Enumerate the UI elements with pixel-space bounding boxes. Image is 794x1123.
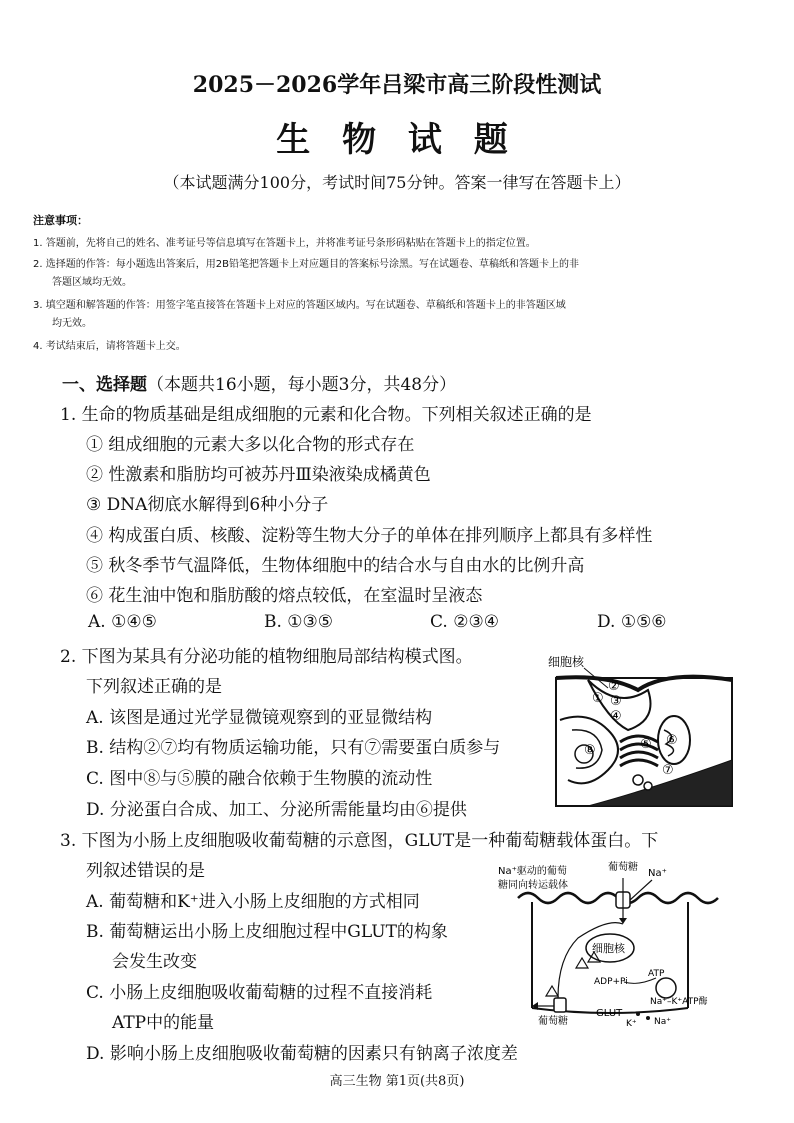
golgi-apparatus <box>620 736 658 766</box>
q2-option-d: D. 分泌蛋白合成、加工、分泌所需能量均由⑥提供 <box>86 800 467 820</box>
q2-stem-cont: 下列叙述正确的是 <box>86 677 222 697</box>
adp-pi-label: ADP+Pi <box>594 977 628 987</box>
ion-dot <box>646 1016 650 1020</box>
q3-option-a: A. 葡萄糖和K⁺进入小肠上皮细胞的方式相同 <box>86 892 420 912</box>
q2-option-b: B. 结构②⑦均有物质运输功能，只有⑦需要蛋白质参与 <box>86 738 501 758</box>
section-desc: （本题共16小题，每小题3分，共48分） <box>147 375 457 395</box>
q1-option-c: C. ②③④ <box>430 612 499 632</box>
q1-statement: ④ 构成蛋白质、核酸、淀粉等生物大分子的单体在排列顺序上都具有多样性 <box>86 526 653 546</box>
nucleus-label: 细胞核 <box>592 942 625 955</box>
nucleus-label: 细胞核 <box>548 655 585 669</box>
subject-title: 生 物 试 题 <box>276 120 518 160</box>
section-title: 一、选择题 <box>62 375 147 395</box>
k-ion-label: K⁺ <box>626 1019 637 1029</box>
q1-statement: ⑥ 花生油中饱和脂肪酸的熔点较低，在室温时呈液态 <box>86 586 483 606</box>
q3-option-b-cont: 会发生改变 <box>112 952 197 972</box>
q1-statement: ⑤ 秋冬季节气温降低，生物体细胞中的结合水与自由水的比例升高 <box>86 556 585 576</box>
note-item: 2. 选择题的作答：每小题选出答案后，用2B铅笔把答题卡上对应题目的答案标号涂黑。写在试题卷、草稿纸和答题卡上的非 <box>33 259 579 270</box>
q3-stem-cont: 列叙述错误的是 <box>86 861 205 881</box>
q3-option-c-cont: ATP中的能量 <box>112 1013 215 1033</box>
note-item: 4. 考试结束后，请将答题卡上交。 <box>33 341 186 352</box>
glut-protein <box>554 998 566 1012</box>
vesicle <box>633 775 643 785</box>
pump-protein <box>656 978 676 998</box>
note-item: 答题区域均无效。 <box>52 277 132 288</box>
marker-6: ⑥ <box>666 733 678 748</box>
glut-label: GLUT <box>596 1008 623 1019</box>
marker-5: ⑤ <box>640 737 652 752</box>
marker-4: ④ <box>610 709 622 724</box>
exam-year-title: 2025－2026学年吕梁市高三阶段性测试 <box>192 72 602 98</box>
notes-heading: 注意事项： <box>33 214 88 227</box>
page-footer: 高三生物 第1页(共8页) <box>329 1074 465 1089</box>
q1-option-b: B. ①③⑤ <box>264 612 334 632</box>
note-item: 3. 填空题和解答题的作答：用签字笔直接答在答题卡上对应的答题区域内。写在试题卷、草稿纸和答题卡上的非答题区域 <box>33 300 566 311</box>
q2-option-c: C. 图中⑧与⑤膜的融合依赖于生物膜的流动性 <box>86 769 433 789</box>
pump-label: Na⁺–K⁺ATP酶 <box>650 997 708 1007</box>
q1-statement: ③ DNA彻底水解得到6种小分子 <box>86 495 329 515</box>
section-heading <box>62 370 456 395</box>
ion-dot <box>636 1012 640 1016</box>
marker-1: ① <box>592 691 604 706</box>
q2-cell-figure <box>548 650 736 810</box>
q3-option-d: D. 影响小肠上皮细胞吸收葡萄糖的因素只有钠离子浓度差 <box>86 1044 518 1064</box>
q3-transport-figure <box>498 858 734 1030</box>
q1-statement: ② 性激素和脂肪均可被苏丹Ⅲ染液染成橘黄色 <box>86 465 431 485</box>
q1-option-a: A. ①④⑤ <box>88 612 157 632</box>
marker-2: ② <box>608 679 620 694</box>
exam-info: （本试题满分100分，考试时间75分钟。答案一律写在答题卡上） <box>163 173 631 192</box>
glucose-triangle <box>576 958 588 968</box>
q2-stem: 2. 下图为某具有分泌功能的植物细胞局部结构模式图。 <box>60 647 473 667</box>
atp-label: ATP <box>648 969 665 979</box>
cotransporter-label-cont: 糖同向转运载体 <box>498 880 568 891</box>
glucose-triangle <box>546 986 558 996</box>
cotransporter-label: Na⁺驱动的葡萄 <box>498 866 567 877</box>
q1-stem: 1. 生命的物质基础是组成细胞的元素和化合物。下列相关叙述正确的是 <box>60 405 592 425</box>
q1-option-d: D. ①⑤⑥ <box>597 612 667 632</box>
marker-3: ③ <box>610 694 622 709</box>
q3-stem: 3. 下图为小肠上皮细胞吸收葡萄糖的示意图，GLUT是一种葡萄糖载体蛋白。下 <box>60 831 659 851</box>
na-bottom-label: Na⁺ <box>654 1017 671 1027</box>
na-top-label: Na⁺ <box>648 868 667 879</box>
q3-option-c: C. 小肠上皮细胞吸收葡萄糖的过程不直接消耗 <box>86 983 433 1003</box>
glucose-bottom-label: 葡萄糖 <box>538 1016 568 1027</box>
q1-statement: ① 组成细胞的元素大多以化合物的形式存在 <box>86 435 415 455</box>
q2-option-a: A. 该图是通过光学显微镜观察到的亚显微结构 <box>86 708 433 728</box>
glucose-top-label: 葡萄糖 <box>608 862 638 873</box>
marker-7: ⑦ <box>662 763 674 778</box>
q3-option-b: B. 葡萄糖运出小肠上皮细胞过程中GLUT的构象 <box>86 922 448 942</box>
vesicle <box>644 782 652 790</box>
marker-8: ⑧ <box>584 743 596 758</box>
note-item: 1. 答题前，先将自己的姓名、准考证号等信息填写在答题卡上，并将准考证号条形码粘贴在答题卡上的指定位置。 <box>33 238 536 249</box>
note-item: 均无效。 <box>52 318 92 329</box>
